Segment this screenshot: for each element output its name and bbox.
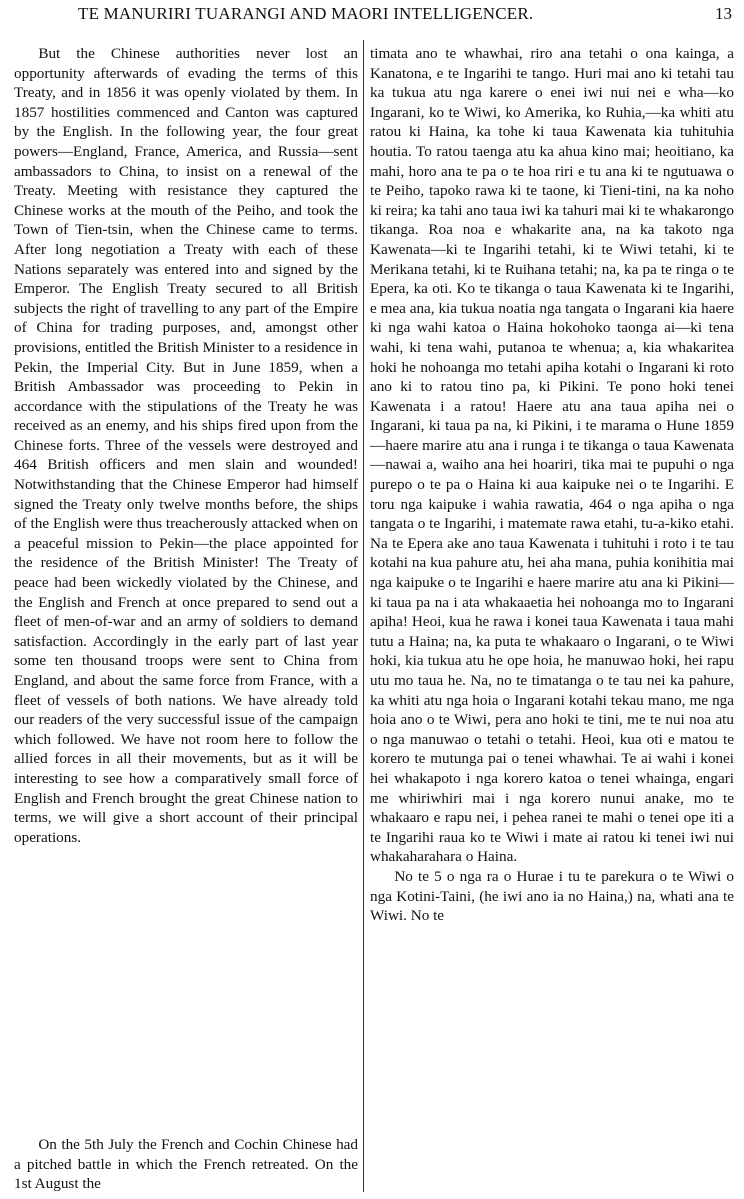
english-column (14, 44, 358, 847)
masthead-title: TE MANURIRI TUARANGI AND MAORI INTELLIGENCER. (78, 4, 534, 23)
maori-paragraph: No te 5 o nga ra o Hurae i tu te parekura o te Wiwi o nga Kotini-Taini, (he iwi ano ia no Haina,) na, whati ana te Wiwi. No te (370, 867, 734, 925)
page-header (0, 4, 744, 26)
maori-column (370, 44, 734, 926)
english-paragraph: But the Chinese authorities never lost an opportunity afterwards of evading the terms of this Treaty, and in 1856 it was openly violated by them. In 1857 hostilities commenced and Canton was captured by the English. In the following year, the four great powers—England, France, America, and Russia—sent ambassadors to China, to insist on a renewal of the Treaty. Meeting with resistance they captured the Chinese works at the mouth of the Peiho, and took the Town of Tien-tsin, when the Chinese came to terms. After long negotiation a Treaty with each of these Nations separately was entered into and signed by the Emperor. The English Treaty secured to all British subjects the right of travelling to any part of the Empire of China for trading purposes, and, amongst other provisions, entitled the British Minister to a residence in Pekin, the Imperial City. But in June 1859, when a British Ambassador was proceeding to Pekin in accordance with the stipulations of the Treaty he was received as an enemy, and his ships fired upon from the Chinese forts. Three of the vessels were destroyed and 464 British officers and men slain and wounded! Notwithstanding that the Chinese Emperor had himself signed the Treaty only twelve months before, the ships of the English were thus treacherously attacked when on a peaceful mission to Pekin—the place appointed for the residence of the British Minister! The Treaty of peace had been wickedly violated by the Chinese, and the English and French at once prepared to send out a fleet of men-of-war and an army of soldiers to demand satisfaction. Accordingly in the early part of last year some ten thousand troops were sent to China from England, and about the same force from France, with a fleet of vessels of both nations. We have already told our readers of the very successful issue of the campaign which followed. We have not room here to follow the allied forces in all their movements, but as it will be interesting to see how a comparatively small force of English and French brought the great Chinese nation to terms, we will give a short account of their principal operations. (14, 45, 358, 846)
column-divider (363, 40, 364, 1192)
maori-paragraph: timata ano te whawhai, riro ana tetahi o ona kainga, a Kanatona, e te Ingarihi te tango. Huri mai ano ki tetahi tau ka tukua atu nga karere o enei iwi nui nei e wha—ko Ingarani, ko te Wiwi, ko Amerika, ko Ruhia,—ka whiti atu ratou ki Haina, ka tohe ki taua Kawenata kia tuhituhia houtia. To ratou taenga atu ka ahua kino mai; heoitiano, ka mahi, horo ana te pa o te hoa riri e tu ana ki te ngutuawa o te Peiho, tapoko rawa ki te taone, ki Tieni-tini, na ka noho ki reira; ka tahi ano taua iwi ka tahuri mai ki te whakarongo tikanga. Roa noa e whakarite ana, na ka takoto nga Kawenata—ki te Ingarihi tetahi, ki te Wiwi tetahi, ki te Merikana tetahi, ki te Ruihana tetahi; na, ka pa te ringa o te Epera, ka oti. Ko te tikanga o taua Kawenata ki te Ingarihi, e mea ana, kia tukua noatia nga tangata o Ingarani kia haere ki nga wahi katoa o Haina hokohoko taonga ai—ki tena wahi, ki tena wahi, putanoa te whenua; a, kia whakaritea hoki he nohoanga mo tetahi apiha kotahi o Ingarani ki roto ano ki to ratou tino pa, ki Pikini. Te pono hoki tenei Kawenata i a ratou! Haere atu ana taua apiha nei o Ingarani, ki taua pa na, ki Pikini, i te marama o Hune 1859—haere marire atu ana i runga i te tikanga o taua Kawenata—nawai a, waiho ana hei hoariri, tika mai te pupuhi o nga purepo o te pa o Haina ki aua kaipuke nei o te Ingarihi. E toru nga kaipuke i wahia rawatia, 464 o nga apiha o nga tangata o te Ingarihi, i matemate rawa etahi, tu-a-kiko etahi. Na te Epera ake ano taua Kawenata i tuhituhi i roto i te tau kotahi na kua pahure atu, hei aha mana, puhia konihitia mai nga kaipuke o te Ingarihi e haere marire atu ana ki Pikini—ki taua pa na i ata whakaaetia hei nohoanga mo to Ingarani apiha! Heoi, kua he rawa i konei taua Kawenata i taua mahi tutu a Haina; na, ka puta te whakaaro o Ingarani, o te Wiwi hoki, kia tukua atu he ope hoia, he manuwao hoki, hei rapu utu mo taua he. Na, no te timatanga o te tau nei ka pahure, ka whiti atu nga hoia o Ingarani kotahi tekau mano, me nga hoia ano o te Wiwi, pera ano hoki te tini, me te nui noa atu o nga manuwao o tetahi o tetahi. Heoi, kua oti e matou te korero te mutunga pai o tenei whawhai. Te ai wahi i konei hei whakapoto i nga korero katoa o tenei whainga, engari me whiriwhiri mai i nga korero nunui anake, mo te whakaaro e rapu nei, i pehea ranei te mahi o tenei ope iti a te Ingarihi raua ko te Wiwi i mate ai ratou ki tenei iwi nui whakaharahara o Haina. (370, 45, 734, 866)
page-number: 13 (715, 4, 732, 23)
english-paragraph: On the 5th July the French and Cochin Chinese had a pitched battle in which the French retreated. On the 1st August the (14, 1136, 358, 1193)
english-column-bottom (14, 1135, 358, 1194)
